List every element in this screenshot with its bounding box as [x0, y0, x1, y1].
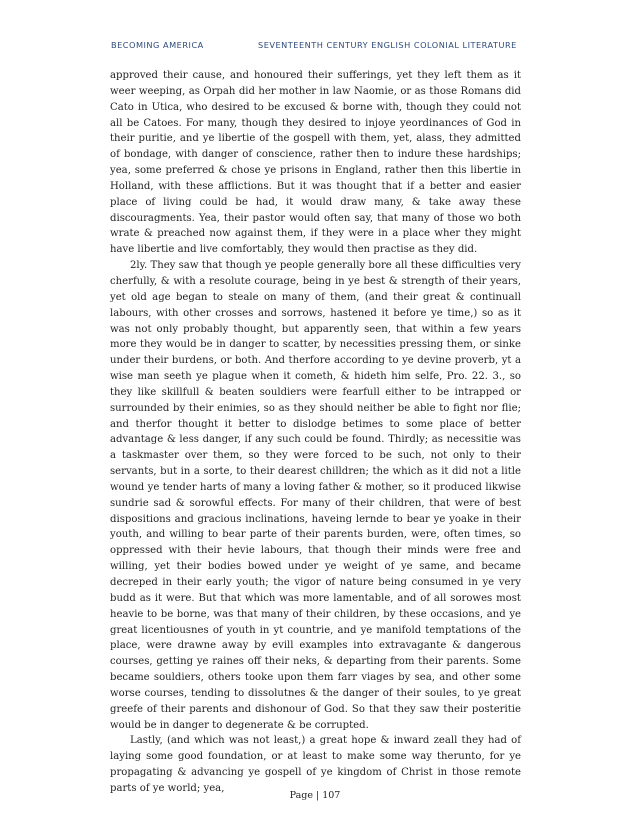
header-book-title: BECOMING AMERICA [111, 40, 204, 50]
body-text [110, 68, 521, 797]
paragraph-continued: approved their cause, and honoured their sufferings, yet they left them as it weer weeping, as Orpah did her mother in law Naomie, or as those Romans did Cato in Utica, who desired to be excused & borne with, though they could not all be Catoes. For many, though they desired to injoye yeordinances of God in their puritie, and ye libertie of the gospell with them, yet, alass, they admitted of bondage, with danger of conscience, rather then to indure these hardships; yea, some preferred & chose ye prisons in England, rather then this libertie in Holland, with these afflictions. But it was thought that if a better and easier place of living could be had, it would draw many, & take away these discouragments. Yea, their pastor would often say, that many of those wo both wrate & preached now against them, if they were in a place wher they might have libertie and live comfortably, they would then practise as they did. [110, 70, 521, 256]
paragraph-lastly: Lastly, (and which was not least,) a great hope & inward zeall they had of laying some good foundation, or at least to make some way therunto, for ye propagating & advancing ye gospell of ye kingdom of Christ in those remote parts of ye world; yea, [110, 735, 521, 794]
header-section-title: SEVENTEENTH CENTURY ENGLISH COLONIAL LITERATURE [258, 40, 517, 50]
paragraph-second-reason: 2ly. They saw that though ye people generally bore all these difficulties very cherfully, & with a resolute courage, being in ye best & strength of their years, yet old age began to steale on many of them, (and their great & continuall labours, with other crosses and sorrows, hastened it before ye time,) so as it was not only probably thought, but apparently seen, that within a few years more they would be in danger to scatter, by necessities pressing them, or sinke under their burdens, or both. And therfore according to ye devine proverb, yt a wise man seeth ye plague when it cometh, & hideth him selfe, Pro. 22. 3., so they like skillfull & beaten souldiers were fearfull either to be intrapped or surrounded by their enimies, so as they should neither be able to fight nor flie; and therfor thought it better to dislodge betimes to some place of better advantage & less danger, if any such could be found. Thirdly; as necessitie was a taskmaster over them, so they were forced to be such, not only to their servants, but in a sorte, to their dearest chilldren; the which as it did not a litle wound ye tender harts of many a loving father & mother, so it produced likwise sundrie sad & sorowful effects. For many of their children, that were of best dispositions and gracious inclinations, haveing lernde to bear ye yoake in their youth, and willing to bear parte of their parents burden, were, often times, so oppressed with their hevie labours, that though their minds were free and willing, yet their bodies bowed under ye weight of ye same, and became decreped in their early youth; the vigor of nature being consumed in ye very budd as it were. But that which was more lamentable, and of all sorowes most heavie to be borne, was that many of their children, by these occasions, and ye great licentiousnes of youth in yt countrie, and ye manifold temptations of the place, were drawne away by evill examples into extravagante & dangerous courses, getting ye raines off their neks, & departing from their parents. Some became souldiers, others tooke upon them farr viages by sea, and other some worse courses, tending to dissolutnes & the danger of their soules, to ye great greefe of their parents and dishonour of God. So that they saw their posteritie would be in danger to degenerate & be corrupted. [110, 260, 521, 731]
page-number: Page | 107 [289, 790, 341, 801]
running-header [0, 40, 630, 54]
